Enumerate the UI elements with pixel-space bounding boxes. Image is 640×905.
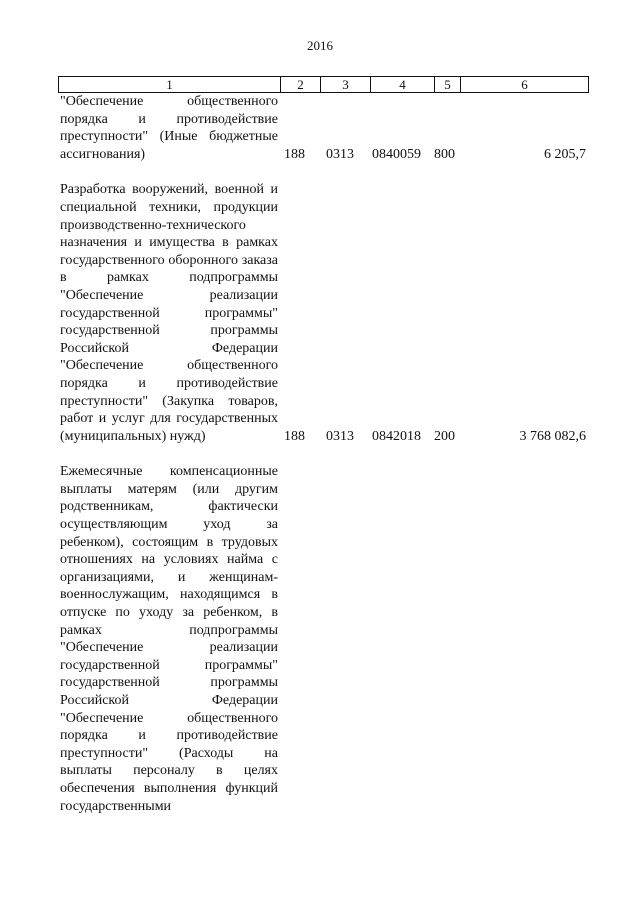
table-body <box>58 93 588 833</box>
column-header-3: 3 <box>321 77 371 93</box>
table-row <box>58 93 588 163</box>
column-header-4: 4 <box>371 77 435 93</box>
row-description: "Обеспечение общественного порядка и противодействие преступности" (Иные бюджетные ассигнования) <box>60 94 278 162</box>
row-col5: 200 <box>434 428 455 444</box>
table-row <box>58 181 588 445</box>
row-col4: 0842018 <box>372 428 421 444</box>
column-header-5: 5 <box>435 77 461 93</box>
column-header-6: 6 <box>461 77 589 93</box>
page-number: 2016 <box>307 38 333 53</box>
row-col2: 188 <box>284 146 305 162</box>
row-col3: 0313 <box>326 146 354 162</box>
row-amount: 3 768 082,6 <box>519 428 586 444</box>
column-header-1: 1 <box>59 77 281 93</box>
table-row <box>58 463 588 815</box>
column-header-table <box>58 76 589 93</box>
row-col3: 0313 <box>326 428 354 444</box>
row-amount: 6 205,7 <box>544 146 586 162</box>
row-col4: 0840059 <box>372 146 421 162</box>
row-description: Ежемесячные компенсационные выплаты матерям (или другим родственникам, фактически осуществляющим уход за ребенком), состоящим в трудовых отношениях на условиях найма с организациями, и женщинам-военнослужащим, находящимся в отпуске по уходу за ребенком, в рамках подпрограммы "Обеспечение реализации государственной программы" государственной программы Российской Федерации "Обеспечение общественного порядка и противодействие преступности" (Расходы на выплаты персоналу в целях обеспечения выполнения функций государственными <box>60 464 278 814</box>
column-header-2: 2 <box>281 77 321 93</box>
row-col5: 800 <box>434 146 455 162</box>
row-description: Разработка вооружений, военной и специальной техники, продукции производственно-технического назначения и имущества в рамках государственного оборонного заказа в рамках подпрограммы "Обеспечение реализации государственной программы" государственной программы Российской Федерации "Обеспечение общественного порядка и противодействие преступности" (Закупка товаров, работ и услуг для государственных (муниципальных) нужд) <box>60 182 278 444</box>
row-col2: 188 <box>284 428 305 444</box>
column-header-row <box>59 77 589 93</box>
